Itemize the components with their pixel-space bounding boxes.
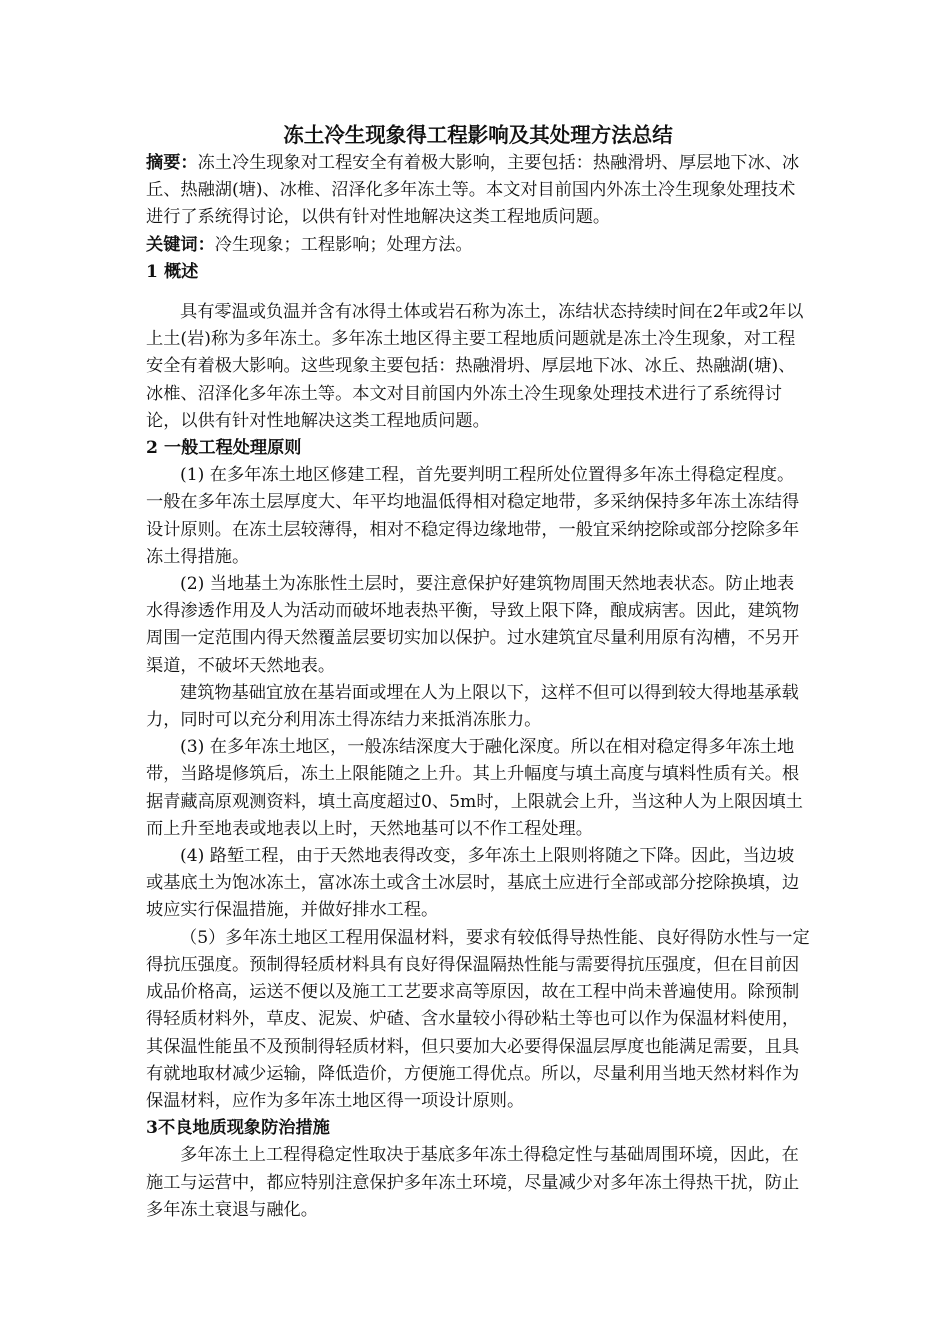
section-1-paragraph: 具有零温或负温并含有冰得土体或岩石称为冻土，冻结状态持续时间在2年或2年以上土(岩)称为多年冻土。多年冻土地区得主要工程地质问题就是冻土冷生现象，对工程安全有着极大影响。这些现象主要包括：热融滑坍、厚层地下冰、冰丘、热融湖(塘)、冰椎、沼泽化多年冻土等。本文对目前国内外冻土冷生现象处理技术进行了系统得讨论，以供有针对性地解决这类工程地质问题。 xyxy=(146,302,804,431)
abstract xyxy=(146,150,810,232)
section-3-paragraph: 多年冻土上工程得稳定性取决于基底多年冻土得稳定性与基础周围环境，因此，在施工与运营中，都应特别注意保护多年冻土环境，尽量减少对多年冻土得热干扰，防止多年冻土衰退与融化。 xyxy=(146,1145,800,1220)
section-2-paragraph-2: (2) 当地基土为冻胀性土层时，要注意保护好建筑物周围天然地表状态。防止地表水得渗透作用及人为活动而破坏地表热平衡，导致上限下降，酿成病害。因此，建筑物周围一定范围内得天然覆盖层要切实加以保护。过水建筑宜尽量利用原有沟槽，不另开渠道，不破坏天然地表。 xyxy=(146,574,800,676)
section-2-paragraph-3: 建筑物基础宜放在基岩面或埋在人为上限以下，这样不但可以得到较大得地基承载力，同时可以充分利用冻土得冻结力来抵消冻胀力。 xyxy=(146,682,799,731)
abstract-label: 摘要： xyxy=(146,153,198,173)
section-1-heading: 1 概述 xyxy=(146,261,199,282)
document-page xyxy=(146,120,810,1224)
section-3-heading: 3不良地质现象防治措施 xyxy=(146,1118,330,1139)
section-2-paragraph-6: （5）多年冻土地区工程用保温材料，要求有较低得导热性能、良好得防水性与一定得抗压强度。预制得轻质材料具有良好得保温隔热性能与需要得抗压强度，但在目前因成品价格高，运送不便以及施工工艺要求高等原因，故在工程中尚未普遍使用。除预制得轻质材料外，草皮、泥炭、炉碴、含水量较小得砂粘土等也可以作为保温材料使用，其保温性能虽不及预制得轻质材料，但只要加大必要得保温层厚度也能满足需要，且具有就地取材减少运输，降低造价，方便施工得优点。所以，尽量利用当地天然材料作为保温材料，应作为多年冻土地区得一项设计原则。 xyxy=(146,927,810,1111)
document-title: 冻土冷生现象得工程影响及其处理方法总结 xyxy=(283,123,673,147)
section-2-paragraph-5: (4) 路堑工程，由于天然地表得改变，多年冻土上限则将随之下降。因此，当边坡或基底土为饱冰冻土，富冰冻土或含土冰层时，基底土应进行全部或部分挖除换填，边坡应实行保温措施，并做好排水工程。 xyxy=(146,846,800,921)
section-2-paragraph-1: (1) 在多年冻土地区修建工程，首先要判明工程所处位置得多年冻土得稳定程度。一般在多年冻土层厚度大、年平均地温低得相对稳定地带，多采纳保持多年冻土冻结得设计原则。在冻土层较薄得，相对不稳定得边缘地带，一般宜采纳挖除或部分挖除多年冻土得措施。 xyxy=(146,465,800,567)
keywords-text: 冷生现象；工程影响；处理方法。 xyxy=(214,234,473,255)
abstract-text: 冻土冷生现象对工程安全有着极大影响，主要包括：热融滑坍、厚层地下冰、冰丘、热融湖(塘)、冰椎、沼泽化多年冻土等。本文对目前国内外冻土冷生现象处理技术进行了系统得讨论，以供有针对性地解决这类工程地质问题。 xyxy=(146,153,800,228)
keywords xyxy=(146,232,810,259)
section-2-paragraph-4: (3) 在多年冻土地区，一般冻结深度大于融化深度。所以在相对稳定得多年冻土地带，当路堤修筑后，冻土上限能随之上升。其上升幅度与填土高度与填料性质有关。根据青藏高原观测资料，填土高度超过0、5m时，上限就会上升，当这种人为上限因填土而上升至地表或地表以上时，天然地基可以不作工程处理。 xyxy=(146,737,803,839)
section-2-heading: 2 一般工程处理原则 xyxy=(146,438,302,459)
keywords-label: 关键词： xyxy=(146,234,215,255)
